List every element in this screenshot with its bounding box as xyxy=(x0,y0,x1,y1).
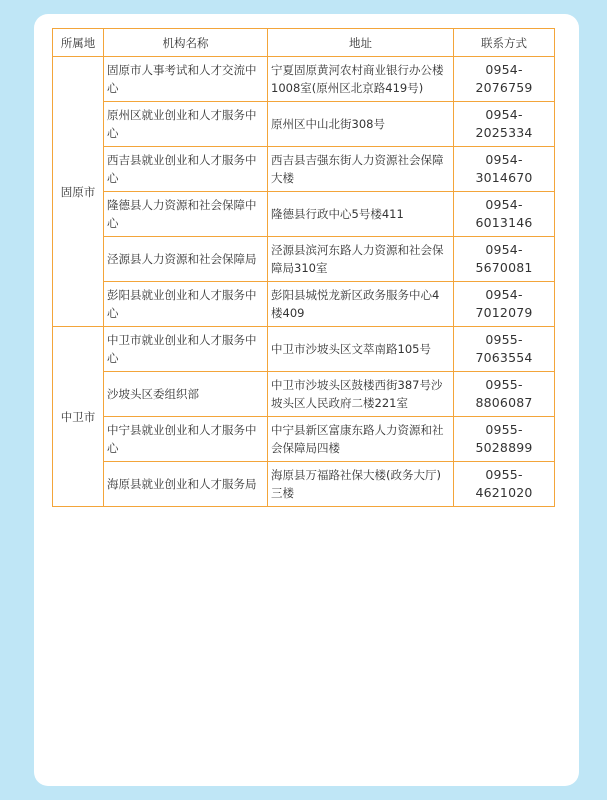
table-body xyxy=(53,57,555,507)
header-org-name: 机构名称 xyxy=(104,29,268,57)
org-name-cell: 中宁县就业创业和人才服务中心 xyxy=(104,417,268,462)
table-row xyxy=(53,102,555,147)
phone-cell: 0955-4621020 xyxy=(454,462,555,507)
phone-cell: 0954-6013146 xyxy=(454,192,555,237)
org-name-cell: 原州区就业创业和人才服务中心 xyxy=(104,102,268,147)
address-cell: 中宁县新区富康东路人力资源和社会保障局四楼 xyxy=(268,417,454,462)
header-region: 所属地 xyxy=(53,29,104,57)
phone-cell: 0955-5028899 xyxy=(454,417,555,462)
org-name-cell: 彭阳县就业创业和人才服务中心 xyxy=(104,282,268,327)
table-row xyxy=(53,147,555,192)
region-cell: 中卫市 xyxy=(53,327,104,507)
table-row xyxy=(53,462,555,507)
org-name-cell: 西吉县就业创业和人才服务中心 xyxy=(104,147,268,192)
address-cell: 海原县万福路社保大楼(政务大厅)三楼 xyxy=(268,462,454,507)
address-cell: 原州区中山北街308号 xyxy=(268,102,454,147)
org-name-cell: 海原县就业创业和人才服务局 xyxy=(104,462,268,507)
address-cell: 泾源县滨河东路人力资源和社会保障局310室 xyxy=(268,237,454,282)
address-cell: 隆德县行政中心5号楼411 xyxy=(268,192,454,237)
phone-cell: 0954-7012079 xyxy=(454,282,555,327)
table-row xyxy=(53,372,555,417)
org-name-cell: 沙坡头区委组织部 xyxy=(104,372,268,417)
org-name-cell: 固原市人事考试和人才交流中心 xyxy=(104,57,268,102)
address-cell: 西吉县吉强东街人力资源社会保障大楼 xyxy=(268,147,454,192)
header-contact: 联系方式 xyxy=(454,29,555,57)
phone-cell: 0955-8806087 xyxy=(454,372,555,417)
header-address: 地址 xyxy=(268,29,454,57)
contact-table xyxy=(52,28,555,507)
table-row xyxy=(53,282,555,327)
address-cell: 彭阳县城悦龙新区政务服务中心4楼409 xyxy=(268,282,454,327)
table-row xyxy=(53,237,555,282)
address-cell: 宁夏固原黄河农村商业银行办公楼1008室(原州区北京路419号) xyxy=(268,57,454,102)
phone-cell: 0954-3014670 xyxy=(454,147,555,192)
table-row xyxy=(53,192,555,237)
org-name-cell: 泾源县人力资源和社会保障局 xyxy=(104,237,268,282)
address-cell: 中卫市沙坡头区鼓楼西街387号沙坡头区人民政府二楼221室 xyxy=(268,372,454,417)
table-row xyxy=(53,57,555,102)
region-cell: 固原市 xyxy=(53,57,104,327)
phone-cell: 0955-7063554 xyxy=(454,327,555,372)
org-name-cell: 中卫市就业创业和人才服务中心 xyxy=(104,327,268,372)
table-row xyxy=(53,327,555,372)
table-row xyxy=(53,417,555,462)
phone-cell: 0954-5670081 xyxy=(454,237,555,282)
org-name-cell: 隆德县人力资源和社会保障中心 xyxy=(104,192,268,237)
phone-cell: 0954-2025334 xyxy=(454,102,555,147)
phone-cell: 0954-2076759 xyxy=(454,57,555,102)
table-header-row xyxy=(53,29,555,57)
address-cell: 中卫市沙坡头区文萃南路105号 xyxy=(268,327,454,372)
